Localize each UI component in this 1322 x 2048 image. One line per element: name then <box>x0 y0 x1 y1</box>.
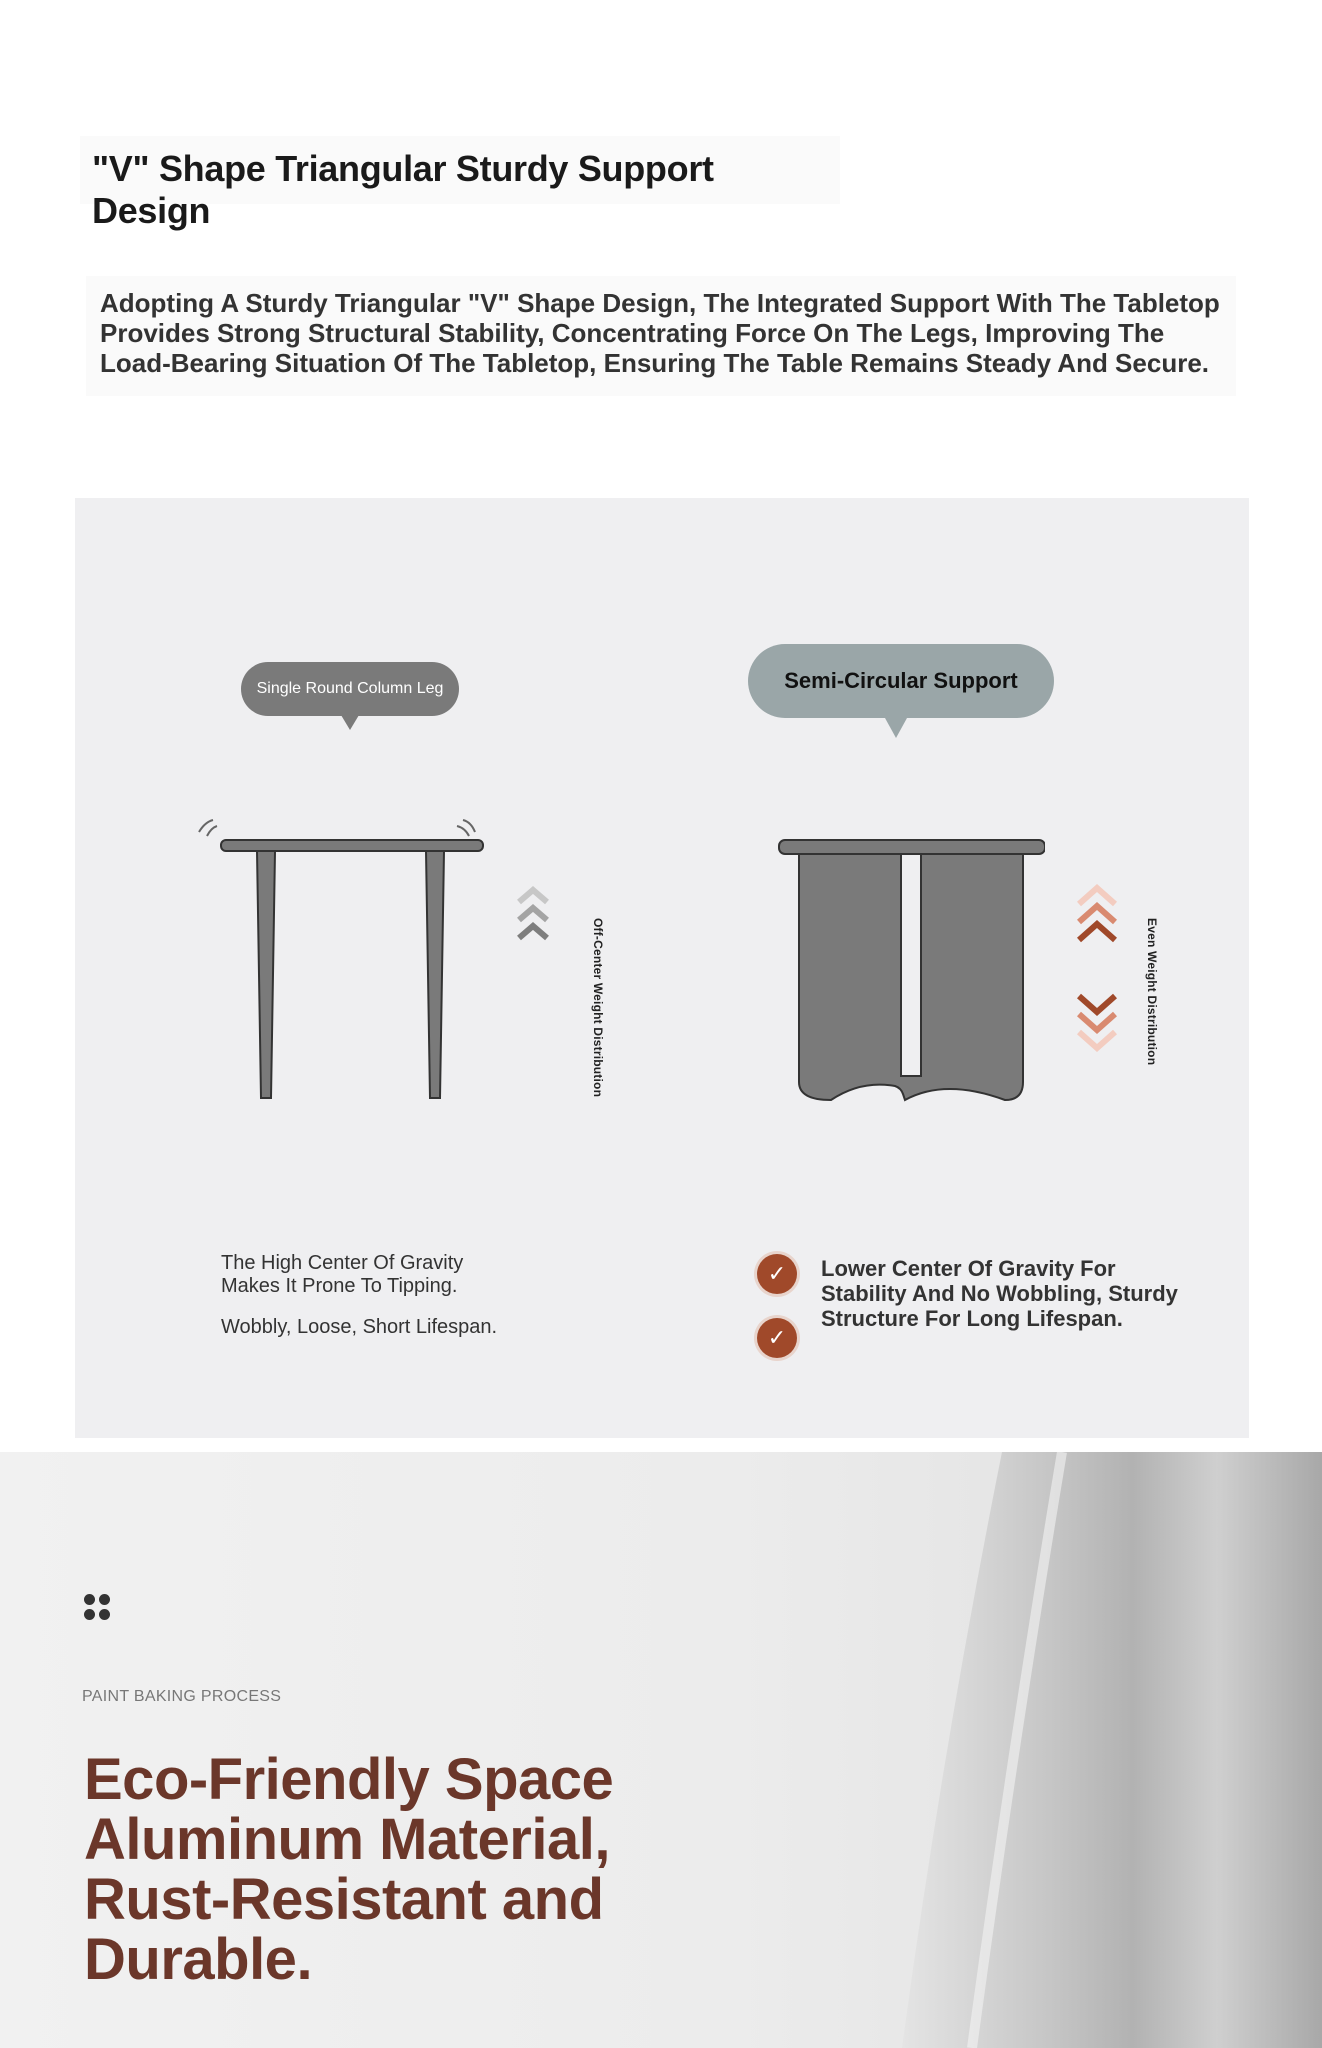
check-icon: ✓ <box>757 1254 797 1294</box>
description-text: Adopting A Sturdy Triangular "V" Shape Design, The Integrated Support With The Tabletop Provides Strong Structural Stability, Concentrating Force On The Legs, Improving The Load-Bearing Situation Of The Tabletop, Ensuring The Table Remains Steady And Secure. <box>86 276 1236 396</box>
material-feature-section <box>0 1452 1322 2048</box>
comparison-panel <box>75 498 1249 1438</box>
check-icon: ✓ <box>757 1318 797 1358</box>
off-center-weight-label: Off-Center Weight Distribution <box>591 918 605 1098</box>
wobbly-table-illustration <box>185 808 485 1108</box>
eyebrow-label: PAINT BAKING PROCESS <box>82 1688 282 1705</box>
bubble-semi-circular-support: Semi-Circular Support <box>748 644 1054 718</box>
sturdy-table-illustration <box>775 824 1045 1114</box>
four-dots-icon <box>84 1594 112 1622</box>
upward-chevrons-icon <box>513 882 553 958</box>
feature-title: Eco-Friendly Space Aluminum Material, Rust-Resistant and Durable. <box>84 1747 614 1992</box>
con-text-high-gravity: The High Center Of Gravity Makes It Prone To Tipping. <box>221 1252 464 1297</box>
up-down-chevrons-icon <box>1073 878 1121 1060</box>
con-text-wobbly: Wobbly, Loose, Short Lifespan. <box>221 1316 498 1338</box>
bubble-single-round-column-leg: Single Round Column Leg <box>241 662 459 716</box>
aluminum-sheen-graphic <box>862 1452 1322 2048</box>
page-title: "V" Shape Triangular Sturdy Support Design <box>80 136 840 204</box>
even-weight-label: Even Weight Distribution <box>1145 918 1159 1066</box>
pro-text-stability: Lower Center Of Gravity For Stability And No Wobbling, Sturdy Structure For Long Lifespan. <box>821 1256 1178 1331</box>
